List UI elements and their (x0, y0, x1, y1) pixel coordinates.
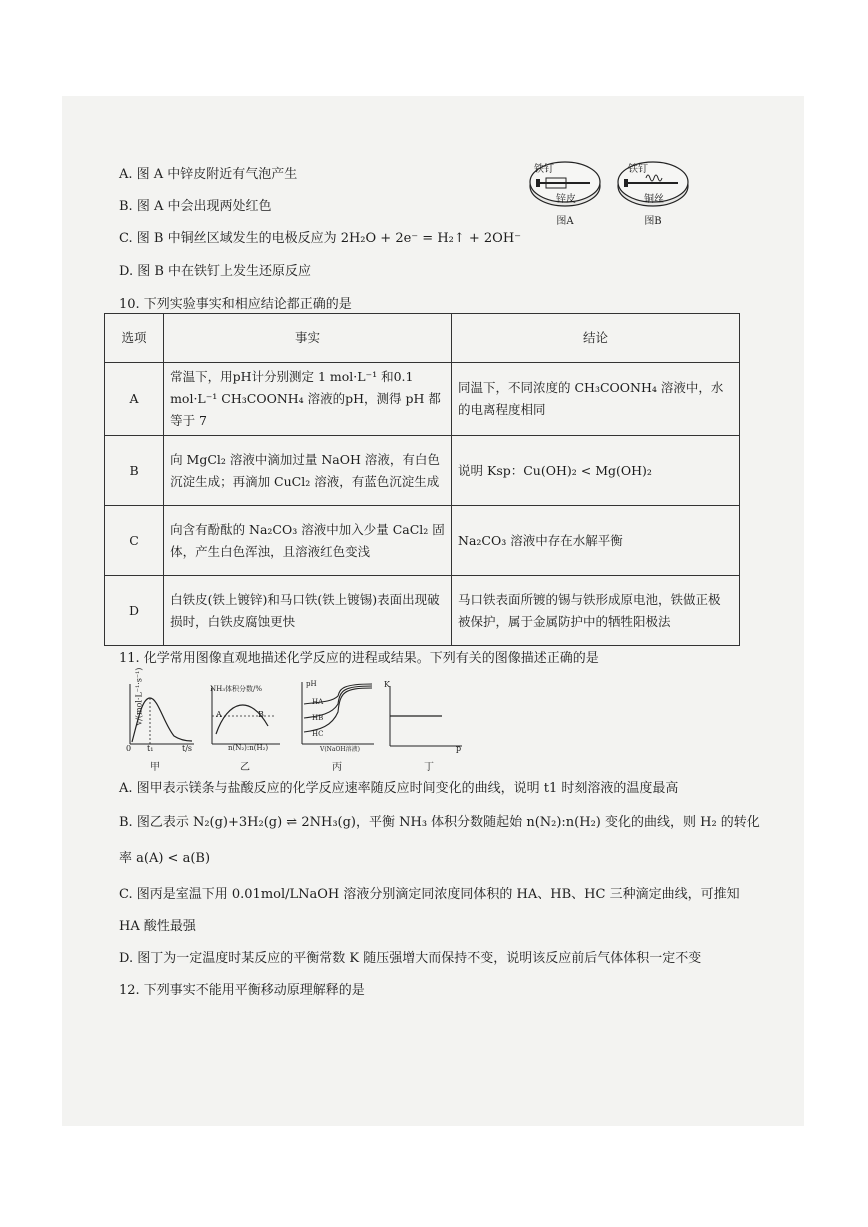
q11-option-b-line2: 率 a(A) < a(B) (119, 851, 211, 866)
q9-option-d: D. 图 B 中在铁钉上发生还原反应 (119, 264, 312, 279)
yi-title: NH₃体积分数/% (210, 685, 263, 693)
row-c-conclusion: Na₂CO₃ 溶液中存在水解平衡 (452, 506, 740, 576)
jia-caption: 甲 (150, 762, 160, 773)
header-conclusion: 结论 (452, 314, 740, 363)
jia-tick-0: 0 (126, 744, 132, 753)
row-a-fact: 常温下，用pH计分别测定 1 mol·L⁻¹ 和0.1 mol·L⁻¹ CH₃COONH₄ 溶液的pH，测得 pH 都等于 7 (164, 363, 452, 436)
row-d-conclusion: 马口铁表面所镀的锡与铁形成原电池，铁做正极被保护，属于金属防护中的牺牲阳极法 (452, 576, 740, 646)
bing-series-ha: HA (312, 698, 324, 706)
row-d-option: D (105, 576, 164, 646)
ding-xlabel: p (456, 744, 462, 753)
table-row (105, 436, 740, 506)
table-row (105, 506, 740, 576)
row-c-option: C (105, 506, 164, 576)
q9-option-c: C. 图 B 中铜丝区域发生的电极反应为 2H₂O + 2e⁻ = H₂↑ + 2OH⁻ (119, 231, 522, 246)
bing-xlabel: V(NaOH溶液) (320, 746, 360, 753)
q11-option-d: D. 图丁为一定温度时某反应的平衡常数 K 随压强增大而保持不变，说明该反应前后气体体积一定不变 (119, 951, 702, 966)
q10-stem: 10. 下列实验事实和相应结论都正确的是 (119, 297, 352, 312)
yi-point-b: B (258, 710, 264, 719)
jia-tick-t1: t₁ (147, 744, 154, 753)
q12-stem: 12. 下列事实不能用平衡移动原理解释的是 (119, 983, 365, 998)
table-row (105, 363, 740, 436)
row-b-option: B (105, 436, 164, 506)
q9-option-b: B. 图 A 中会出现两处红色 (119, 199, 272, 214)
table-row (105, 576, 740, 646)
fig-b-nail-label: 铁钉 (628, 164, 648, 175)
table-header-row (105, 314, 740, 363)
q11-option-b-line1: B. 图乙表示 N₂(g)+3H₂(g) ⇌ 2NH₃(g)，平衡 NH₃ 体积分数随起始 n(N₂):n(H₂) 变化的曲线，则 H₂ 的转化 (119, 815, 760, 830)
ding-ylabel: K (384, 680, 390, 689)
row-d-fact: 白铁皮(铁上镀锌)和马口铁(铁上镀锡)表面出现破损时，白铁皮腐蚀更快 (164, 576, 452, 646)
figure-a (528, 156, 602, 228)
chart-yi (206, 680, 286, 773)
chart-jia (116, 667, 198, 773)
q11-stem: 11. 化学常用图像直观地描述化学反应的进程或结果。下列有关的图像描述正确的是 (119, 651, 599, 666)
bing-series-hc: HC (312, 730, 324, 738)
bing-caption: 丙 (332, 762, 342, 773)
header-fact: 事实 (164, 314, 452, 363)
header-option: 选项 (105, 314, 164, 363)
bing-ylabel: pH (306, 680, 317, 688)
fig-a-nail-label: 铁钉 (534, 164, 554, 175)
jia-ylabel: v/(mol·L⁻¹·s⁻¹) (134, 667, 144, 726)
fig-b-wire-label: 铜丝 (644, 194, 664, 205)
row-a-option: A (105, 363, 164, 436)
figure-b (616, 156, 690, 228)
yi-caption: 乙 (240, 762, 250, 773)
q9-option-a: A. 图 A 中锌皮附近有气泡产生 (119, 167, 298, 182)
jia-tick-t: t/s (182, 744, 193, 753)
q11-option-c-line1: C. 图丙是室温下用 0.01mol/LNaOH 溶液分别滴定同浓度同体积的 HA、HB、HC 三种滴定曲线，可推知 (119, 887, 740, 902)
chart-ding (384, 680, 468, 773)
yi-xlabel: n(N₂):n(H₂) (228, 744, 269, 752)
q11-option-a: A. 图甲表示镁条与盐酸反应的化学反应速率随反应时间变化的曲线，说明 t1 时刻溶液的温度最高 (119, 781, 679, 796)
q11-option-c-line2: HA 酸性最强 (119, 919, 196, 934)
chart-bing (296, 678, 380, 773)
row-b-conclusion: 说明 Ksp：Cu(OH)₂ < Mg(OH)₂ (452, 436, 740, 506)
bing-series-hb: HB (312, 714, 324, 722)
q10-table (104, 313, 740, 646)
row-b-fact: 向 MgCl₂ 溶液中滴加过量 NaOH 溶液，有白色沉淀生成；再滴加 CuCl₂ 溶液，有蓝色沉淀生成 (164, 436, 452, 506)
ding-caption: 丁 (424, 762, 434, 773)
yi-point-a: A (216, 710, 222, 719)
row-a-conclusion: 同温下，不同浓度的 CH₃COONH₄ 溶液中，水的电离程度相同 (452, 363, 740, 436)
fig-a-wire-label: 锌皮 (556, 194, 576, 205)
row-c-fact: 向含有酚酞的 Na₂CO₃ 溶液中加入少量 CaCl₂ 固体，产生白色浑浊，且溶液红色变浅 (164, 506, 452, 576)
fig-a-caption: 图A (556, 216, 574, 227)
fig-b-caption: 图B (644, 216, 662, 227)
